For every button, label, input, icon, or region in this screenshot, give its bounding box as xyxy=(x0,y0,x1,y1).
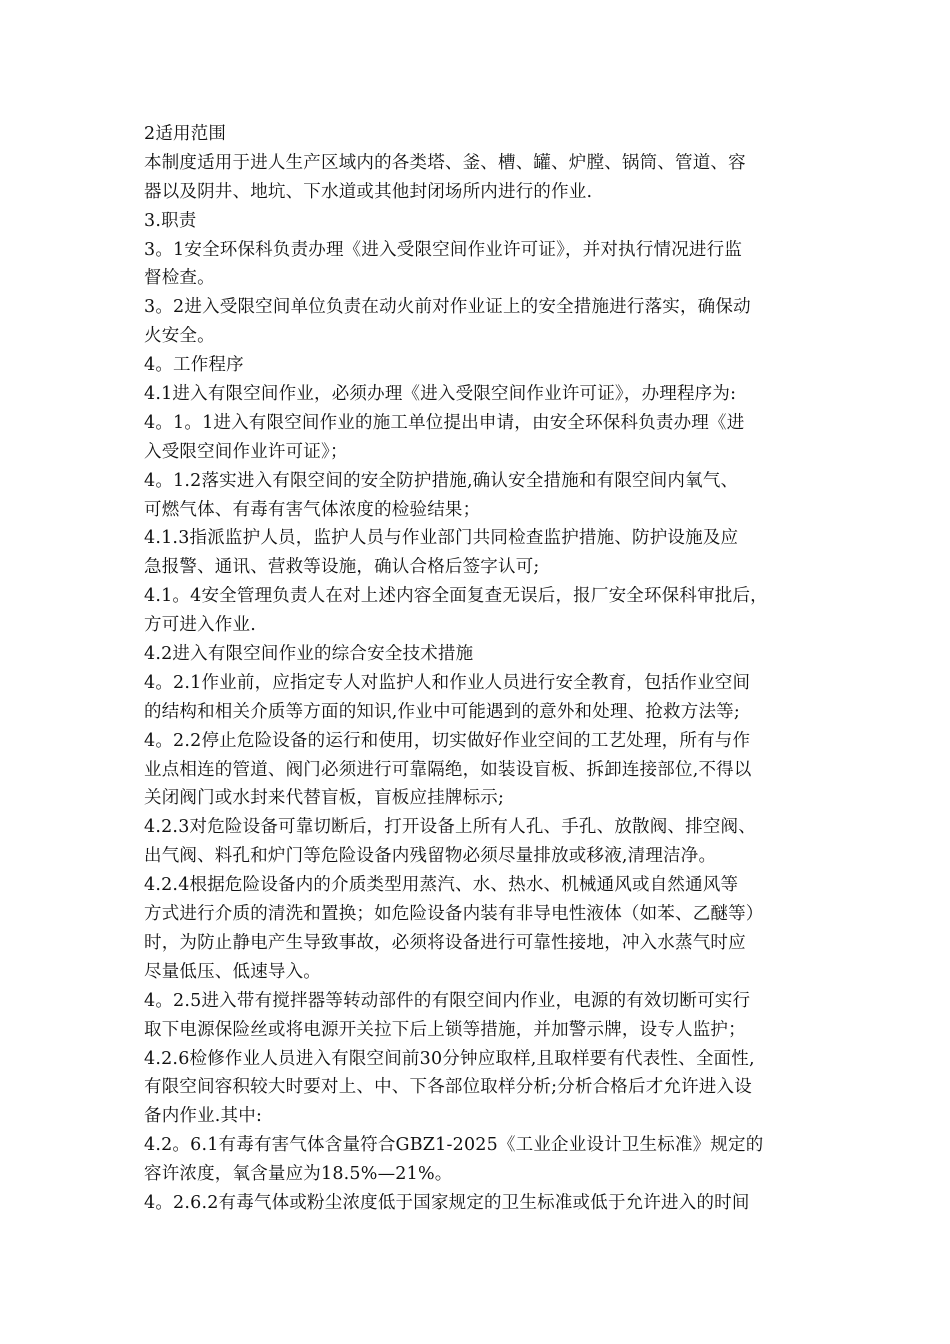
section-heading: 2适用范围 xyxy=(144,124,227,144)
paragraph-line: 业点相连的管道、阀门必须进行可靠隔绝，如装设盲板、拆卸连接部位,不得以 xyxy=(144,759,752,780)
paragraph-line: 火安全。 xyxy=(144,326,215,347)
section-heading: 4。工作程序 xyxy=(144,355,244,376)
paragraph-line: 入受限空间作业许可证》； xyxy=(144,441,348,462)
paragraph-line: 时，为防止静电产生导致事故，必须将设备进行可靠性接地，冲入水蒸气时应 xyxy=(144,932,746,953)
paragraph-line: 4.1.3指派监护人员，监护人员与作业部门共同检查监护措施、防护设施及应 xyxy=(144,528,739,549)
paragraph-line: 4。2.1作业前，应指定专人对监护人和作业人员进行安全教育，包括作业空间 xyxy=(144,672,751,693)
paragraph-line: 4.2.3对危险设备可靠切断后，打开设备上所有人孔、手孔、放散阀、排空阀、 xyxy=(144,817,756,838)
paragraph-line: 尽量低压、低速导入。 xyxy=(144,961,321,982)
paragraph-line: 器以及阴井、地坑、下水道或其他封闭场所内进行的作业. xyxy=(144,181,593,202)
document-body xyxy=(144,120,834,1218)
paragraph-line: 督检查。 xyxy=(144,268,215,289)
paragraph-line: 4。2.6.2有毒气体或粉尘浓度低于国家规定的卫生标准或低于允许进入的时间 xyxy=(144,1192,750,1213)
paragraph-line: 4。1.2落实进入有限空间的安全防护措施,确认安全措施和有限空间内氧气、 xyxy=(144,470,739,491)
section-heading: 3.职责 xyxy=(144,210,197,231)
paragraph-line: 4。2.2停止危险设备的运行和使用，切实做好作业空间的工艺处理，所有与作 xyxy=(144,730,751,751)
paragraph-line: 出气阀、料孔和炉门等危险设备内残留物必须尽量排放或移液,清理洁净。 xyxy=(144,846,717,867)
paragraph-line: 容许浓度，氧含量应为18.5%—21%。 xyxy=(144,1164,453,1185)
paragraph-line: 4.2。6.1有毒有害气体含量符合GBZ1-2025《工业企业设计卫生标准》规定的 xyxy=(144,1135,764,1156)
paragraph-line: 取下电源保险丝或将电源开关拉下后上锁等措施，并加警示牌，设专人监护； xyxy=(144,1019,746,1040)
paragraph-line: 备内作业.其中: xyxy=(144,1106,263,1127)
paragraph-line: 可燃气体、有毒有害气体浓度的检验结果； xyxy=(144,499,481,520)
paragraph-line: 的结构和相关介质等方面的知识,作业中可能遇到的意外和处理、抢救方法等; xyxy=(144,701,740,722)
paragraph-line: 本制度适用于进人生产区域内的各类塔、釜、槽、罐、炉膛、锅筒、管道、容 xyxy=(144,152,746,173)
paragraph-line: 4。2.5进入带有搅拌器等转动部件的有限空间内作业，电源的有效切断可实行 xyxy=(144,990,751,1011)
section-heading: 4.2进入有限空间作业的综合安全技术措施 xyxy=(144,644,474,665)
paragraph-line: 4.2.4根据危险设备内的介质类型用蒸汽、水、热水、机械通风或自然通风等 xyxy=(144,875,739,896)
paragraph-line: 有限空间容积较大时要对上、中、下各部位取样分析;分析合格后才允许进入设 xyxy=(144,1077,752,1098)
paragraph-line: 4。1。1进入有限空间作业的施工单位提出申请，由安全环保科负责办理《进 xyxy=(144,412,745,433)
paragraph-line: 方式进行介质的清洗和置换；如危险设备内装有非导电性液体（如苯、乙醚等） xyxy=(144,904,764,925)
paragraph-line: 4.2.6检修作业人员进入有限空间前30分钟应取样,且取样要有代表性、全面性, xyxy=(144,1048,755,1069)
paragraph-line: 关闭阀门或水封来代替盲板，盲板应挂牌标示; xyxy=(144,788,505,809)
paragraph-line: 3。1安全环保科负责办理《进入受限空间作业许可证》，并对执行情况进行监 xyxy=(144,239,743,260)
paragraph-line: 4.1。4安全管理负责人在对上述内容全面复查无误后，报厂安全环保科审批后， xyxy=(144,586,768,607)
paragraph-line: 急报警、通讯、营救等设施，确认合格后签字认可; xyxy=(144,557,540,578)
paragraph-line: 4.1进入有限空间作业，必须办理《进入受限空间作业许可证》，办理程序为: xyxy=(144,384,737,405)
paragraph-line: 方可进入作业. xyxy=(144,615,256,636)
paragraph-line: 3。2进入受限空间单位负责在动火前对作业证上的安全措施进行落实，确保动 xyxy=(144,297,751,318)
